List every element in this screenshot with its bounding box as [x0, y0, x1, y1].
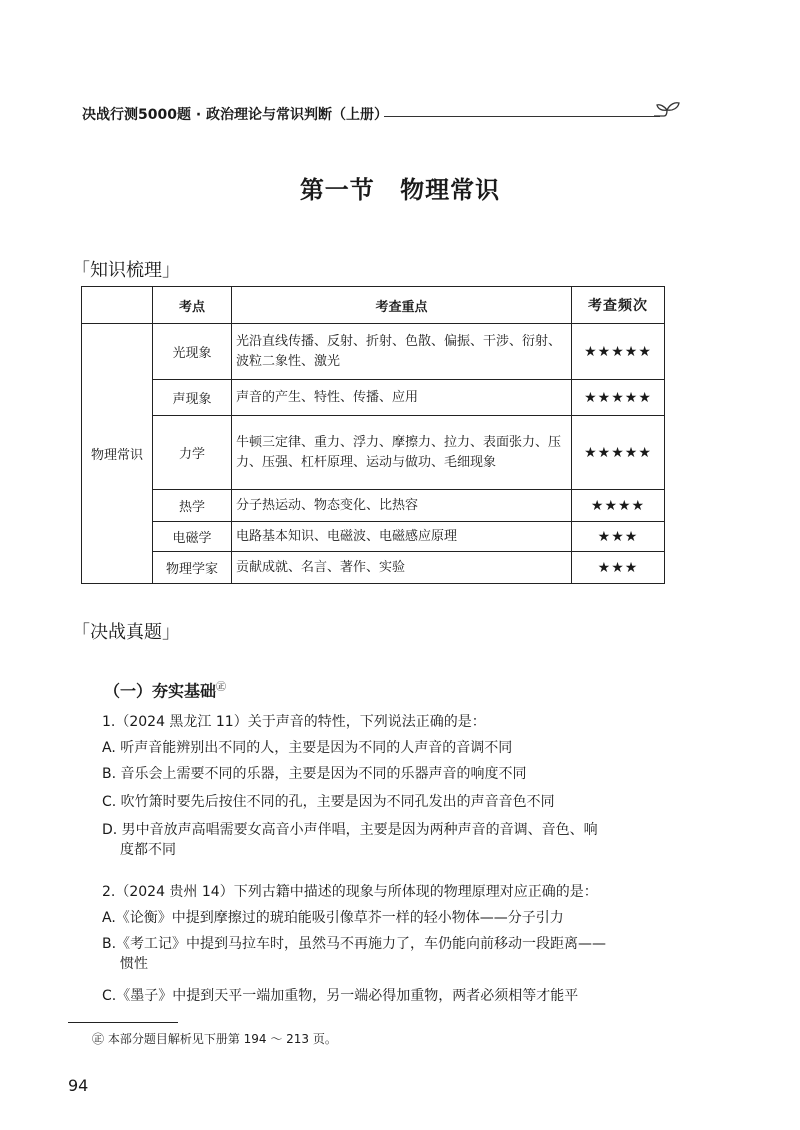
page-number: 94	[68, 1076, 89, 1095]
footnote-mark-icon: ㊣	[216, 682, 227, 693]
exam-heading-text: 决战真题	[90, 622, 162, 643]
question-1-option-b: B. 音乐会上需要不同的乐器，主要是因为不同的乐器声音的响度不同	[102, 766, 527, 782]
table-cell-topic: 力学	[153, 416, 232, 490]
table-cell-frequency: ★★★★★	[572, 380, 665, 416]
table-header-focus: 考查重点	[232, 287, 572, 324]
option-continuation: 度都不同	[120, 842, 176, 858]
subsection-title-text: （一）夯实基础	[104, 681, 217, 701]
table-cell-focus: 光沿直线传播、反射、折射、色散、偏振、干涉、衍射、波粒二象性、激光	[232, 324, 572, 380]
table-cell-topic: 电磁学	[153, 522, 232, 552]
question-2-stem: 2.（2024 贵州 14）下列古籍中描述的现象与所体现的物理原理对应正确的是：	[102, 884, 598, 900]
question-1-stem: 1.（2024 黑龙江 11）关于声音的特性，下列说法正确的是：	[102, 714, 486, 730]
table-category: 物理常识	[82, 324, 153, 584]
table-cell-frequency: ★★★★★	[572, 416, 665, 490]
knowledge-table	[81, 286, 665, 584]
knowledge-heading-text: 知识梳理	[90, 260, 162, 281]
table-cell-topic: 热学	[153, 490, 232, 522]
table-cell-topic: 光现象	[153, 324, 232, 380]
table-header-row	[82, 287, 665, 324]
table-row	[82, 324, 665, 380]
table-cell-focus: 贡献成就、名言、著作、实验	[232, 552, 572, 584]
table-cell-frequency: ★★★	[572, 522, 665, 552]
table-cell-frequency: ★★★★	[572, 490, 665, 522]
question-1-option-d: D. 男中音放声高唱需要女高音小声伴唱，主要是因为两种声音的音调、音色、响 度都不同	[102, 820, 662, 860]
table-cell-focus: 分子热运动、物态变化、比热容	[232, 490, 572, 522]
table-cell-focus: 电路基本知识、电磁波、电磁感应原理	[232, 522, 572, 552]
footnote-rule	[68, 1022, 178, 1023]
table-row	[82, 552, 665, 584]
question-1-option-a: A. 听声音能辨别出不同的人，主要是因为不同的人声音的音调不同	[102, 740, 513, 756]
table-cell-topic: 物理学家	[153, 552, 232, 584]
section-title: 第一节 物理常识	[299, 175, 501, 204]
open-bracket-icon: 「	[72, 622, 90, 643]
table-cell-frequency: ★★★★★	[572, 324, 665, 380]
subsection-title	[104, 678, 226, 701]
running-header: 决战行测5000题 · 政治理论与常识判断（上册）	[82, 107, 389, 123]
sprout-icon	[652, 96, 682, 120]
table-cell-topic: 声现象	[153, 380, 232, 416]
question-2-option-c: C.《墨子》中提到天平一端加重物，另一端必得加重物，两者必须相等才能平	[102, 988, 579, 1004]
table-cell-frequency: ★★★	[572, 552, 665, 584]
close-bracket-icon: 」	[162, 260, 180, 281]
exam-heading	[72, 618, 180, 644]
footnote: ㊣ 本部分题目解析见下册第 194 ～ 213 页。	[92, 1032, 337, 1046]
option-continuation: 惯性	[120, 956, 148, 972]
table-header-blank	[82, 287, 153, 324]
table-row	[82, 490, 665, 522]
open-bracket-icon: 「	[72, 260, 90, 281]
table-row	[82, 416, 665, 490]
table-cell-focus: 声音的产生、特性、传播、应用	[232, 380, 572, 416]
table-row	[82, 380, 665, 416]
table-row	[82, 522, 665, 552]
question-2-option-a: A.《论衡》中提到摩擦过的琥珀能吸引像草芥一样的轻小物体——分子引力	[102, 910, 564, 926]
header-rule	[384, 116, 660, 117]
table-header-topic: 考点	[153, 287, 232, 324]
close-bracket-icon: 」	[162, 622, 180, 643]
question-2-option-b: B.《考工记》中提到马拉车时，虽然马不再施力了，车仍能向前移动一段距离—— 惯性	[102, 934, 662, 974]
question-1-option-c: C. 吹竹箫时要先后按住不同的孔，主要是因为不同孔发出的声音音色不同	[102, 794, 555, 810]
table-header-frequency: 考查频次	[572, 287, 665, 324]
knowledge-heading	[72, 256, 180, 282]
table-cell-focus: 牛顿三定律、重力、浮力、摩擦力、拉力、表面张力、压力、压强、杠杆原理、运动与做功、毛细现象	[232, 416, 572, 490]
